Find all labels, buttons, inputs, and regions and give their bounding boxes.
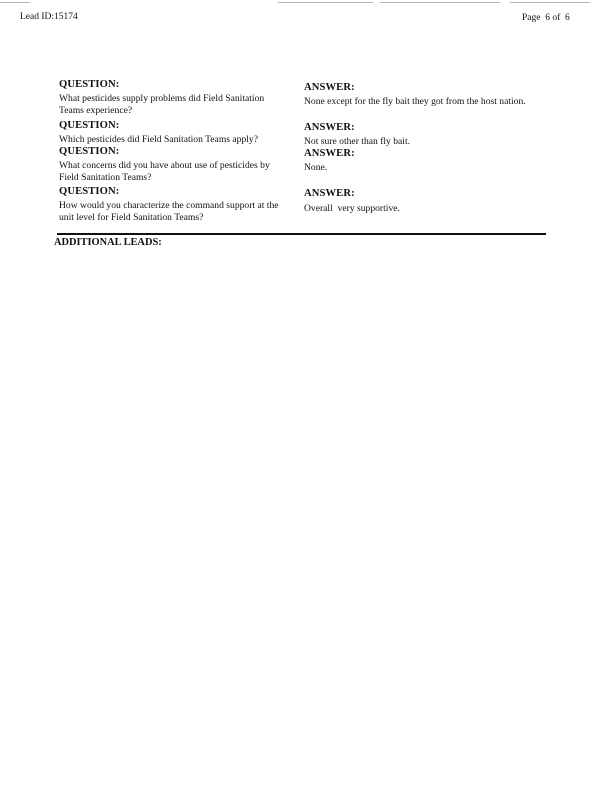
page-total: 6 — [565, 13, 570, 23]
answer-label: ANSWER: — [304, 188, 355, 199]
page-label: Page — [522, 13, 541, 23]
page-current: 6 — [545, 13, 550, 23]
page-of: of — [552, 13, 561, 23]
question-label: QUESTION: — [59, 120, 120, 131]
question-text: Which pesticides did Field Sanitation Teams apply? — [59, 134, 258, 145]
question-text: What concerns did you have about use of pesticides by Field Sanitation Teams? — [59, 160, 270, 183]
question-text: How would you characterize the command support at the unit level for Field Sanitation Teams? — [59, 200, 279, 223]
answer-text: Not sure other than fly bait. — [304, 136, 411, 147]
question-text: What pesticides supply problems did Field Sanitation Teams experience? — [59, 93, 265, 116]
scan-edge-line — [510, 2, 590, 3]
additional-leads-heading: ADDITIONAL LEADS: — [54, 237, 162, 248]
answer-text: None. — [304, 162, 328, 173]
question-label: QUESTION: — [59, 186, 120, 197]
scan-edge-line — [0, 2, 30, 3]
answer-label: ANSWER: — [304, 122, 355, 133]
scan-edge-line — [278, 2, 373, 3]
answer-label: ANSWER: — [304, 82, 355, 93]
answer-text: Overall very supportive. — [304, 203, 400, 214]
scan-edge-line — [380, 2, 500, 3]
answer-text: None except for the fly bait they got from the host nation. — [304, 96, 526, 107]
lead-id: Lead ID:15174 — [20, 12, 78, 22]
answer-label: ANSWER: — [304, 148, 355, 159]
section-divider — [57, 233, 546, 235]
question-label: QUESTION: — [59, 146, 120, 157]
question-label: QUESTION: — [59, 79, 120, 90]
page-number — [522, 13, 570, 23]
